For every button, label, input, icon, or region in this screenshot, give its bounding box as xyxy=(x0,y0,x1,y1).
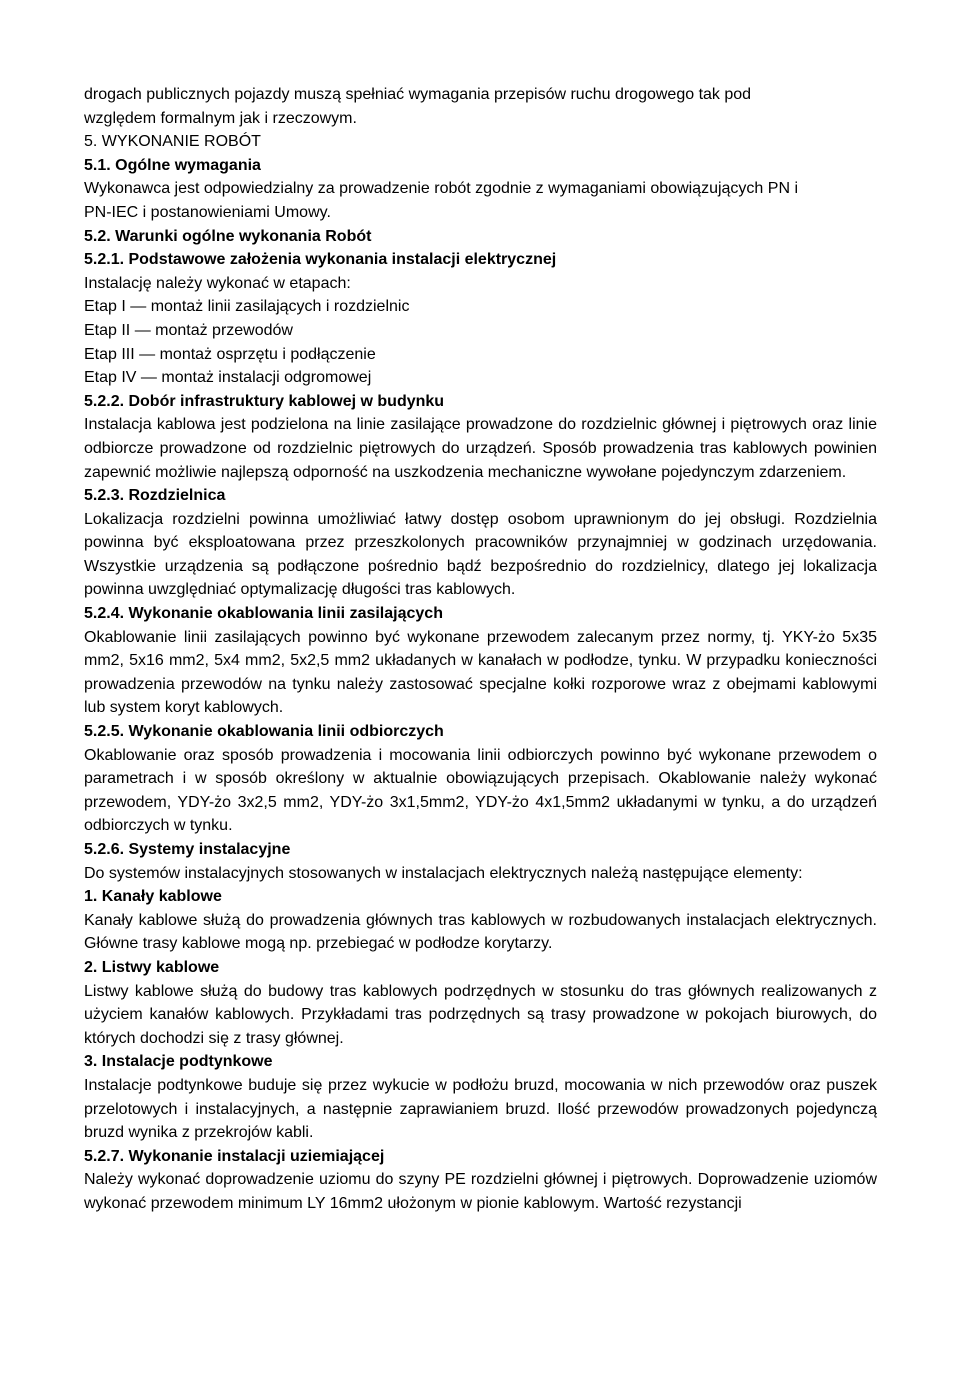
list-heading: 2. Listwy kablowe xyxy=(84,958,220,976)
paragraph: Okablowanie oraz sposób prowadzenia i mocowania linii odbiorczych powinno być wykonane przewodem o parametrach i w sposób określony w aktualnie obowiązujących przepisach. Okablowanie należy wykonać przewodem, YDY-żo 3x2,5 mm2, YDY-żo 3x1,5mm2, YDY-żo 4x1,5mm2 układanymi w tynku, a do urządzeń odbiorczych w tynku. xyxy=(84,746,877,835)
intro-line: drogach publicznych pojazdy muszą spełniać wymagania przepisów ruchu drogowego tak pod xyxy=(84,86,752,103)
list-item: Etap II — montaż przewodów xyxy=(84,321,293,339)
section-heading: 5. WYKONANIE ROBÓT xyxy=(84,133,261,151)
paragraph: Kanały kablowe służą do prowadzenia głównych tras kablowych w rozbudowanych instalacjach elektrycznych. Główne trasy kablowe mogą np. przebiegać w podłodze korytarzy. xyxy=(84,911,877,953)
paragraph-line: PN-IEC i postanowieniami Umowy. xyxy=(84,203,331,221)
list-item: Etap III — montaż osprzętu i podłączenie xyxy=(84,345,376,363)
intro-line: względem formalnym jak i rzeczowym. xyxy=(84,109,357,127)
section-heading: 5.2.3. Rozdzielnica xyxy=(84,487,226,505)
paragraph-line: Instalację należy wykonać w etapach: xyxy=(84,274,351,292)
section-heading: 5.2. Warunki ogólne wykonania Robót xyxy=(84,227,372,245)
paragraph: Okablowanie linii zasilających powinno być wykonane przewodem zalecanym przez normy, tj. YKY-żo 5x35 mm2, 5x16 mm2, 5x4 mm2, 5x2,5 mm2 układanych w kanałach w podłodze, tynku. W przypadku konieczności prowadzenia przewodów na tynku należy zastosować specjalne kołki rozporowe wraz z obejmami kablowymi lub system koryt kablowych. xyxy=(84,628,877,717)
paragraph: Instalacja kablowa jest podzielona na linie zasilające prowadzone do rozdzielnic głównej i piętrowych oraz linie odbiorcze prowadzone od rozdzielnic piętrowych do urządzeń. Sposób prowadzenia tras kablowych powinien zapewnić możliwie najlepszą odporność na uszkodzenia mechaniczne wywołane pojedynczym zdarzeniem. xyxy=(84,416,877,481)
paragraph: Listwy kablowe służą do budowy tras kablowych podrzędnych w stosunku do tras głównych realizowanych z użyciem kanałów kablowych. Przykładami tras podrzędnych są trasy prowadzone w pokojach biurowych, do których dochodzi się z trasy głównej. xyxy=(84,982,877,1047)
section-heading: 5.2.4. Wykonanie okablowania linii zasilających xyxy=(84,605,443,623)
section-heading: 5.2.1. Podstawowe założenia wykonania instalacji elektrycznej xyxy=(84,251,557,269)
paragraph: Do systemów instalacyjnych stosowanych w instalacjach elektrycznych należą następujące elementy: xyxy=(84,864,803,882)
paragraph: Należy wykonać doprowadzenie uziomu do szyny PE rozdzielni głównej i piętrowych. Doprowadzenie uziomów wykonać przewodem minimum LY 16mm2 ułożonym w pionie kablowym. Wartość rezystancji xyxy=(84,1171,877,1212)
section-heading: 5.2.2. Dobór infrastruktury kablowej w budynku xyxy=(84,392,445,410)
list-heading: 1. Kanały kablowe xyxy=(84,888,222,906)
list-item: Etap IV — montaż instalacji odgromowej xyxy=(84,369,372,387)
paragraph: Instalacje podtynkowe buduje się przez wykucie w podłożu bruzd, mocowania w nich przewodów oraz puszek przelotowych i instalacyjnych, a następnie zaprawianiem bruzd. Ilość przewodów prowadzonych pojedynczą bruzd wynika z przekrojów kabli. xyxy=(84,1076,877,1142)
section-heading: 5.2.6. Systemy instalacyjne xyxy=(84,841,291,858)
section-heading: 5.2.5. Wykonanie okablowania linii odbiorczych xyxy=(84,723,444,741)
list-heading: 3. Instalacje podtynkowe xyxy=(84,1053,273,1071)
list-item: Etap I — montaż linii zasilających i rozdzielnic xyxy=(84,298,410,316)
paragraph: Lokalizacja rozdzielni powinna umożliwiać łatwy dostęp osobom uprawnionym do jej obsługi. Rozdzielnia powinna być eksploatowana przez przeszkolonych pracowników przynajmniej w godzinach urzędowania. Wszystkie urządzenia są podłączone pośrednio bądź bezpośrednio do rozdzielnicy, dlatego jej lokalizacja powinna uwzględniać optymalizację długości tras kablowych. xyxy=(84,510,877,599)
section-heading: 5.2.7. Wykonanie instalacji uziemiającej xyxy=(84,1147,385,1165)
section-heading: 5.1. Ogólne wymagania xyxy=(84,156,261,174)
paragraph-line: Wykonawca jest odpowiedzialny za prowadzenie robót zgodnie z wymaganiami obowiązujących PN i xyxy=(84,180,798,198)
